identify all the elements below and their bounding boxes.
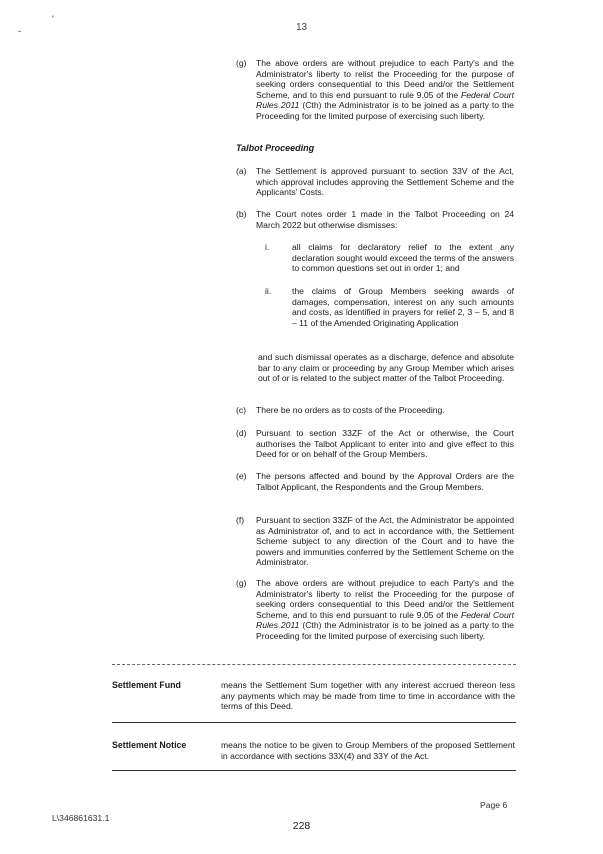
clause-g	[236, 578, 514, 642]
clause-label: (g)	[236, 578, 247, 588]
clause-label: (b)	[236, 209, 247, 219]
clause-label: (c)	[236, 405, 247, 415]
clause-label: (d)	[236, 428, 247, 438]
subclause-label: ii.	[265, 286, 272, 296]
clause-text: The above orders are without prejudice to each Party's and the Administrator's liberty to relist the Proceeding for the purpose of seeking orders consequential to this Deed and/or the Settlement Scheme, and to this end pursuant to rule 9.05 of the Federal Court Rules 2011 (Cth) the Administrator is to be joined as a party to the Proceeding for the limited purpose of exercising such liberty.	[256, 58, 514, 121]
document-id: L\346861631.1	[52, 813, 110, 823]
page-label: Page 6	[480, 800, 508, 810]
bundle-page-number: 228	[292, 820, 311, 832]
clause-e	[236, 471, 514, 492]
clause-g-top	[236, 58, 514, 122]
clause-a	[236, 166, 514, 198]
clause-d	[236, 428, 514, 460]
divider	[112, 770, 516, 771]
subclause-ii	[265, 286, 514, 328]
clause-b	[236, 209, 514, 230]
divider	[112, 664, 516, 665]
page-number: 13	[295, 22, 308, 33]
subclause-text: all claims for declaratory relief to the extent any declaration sought would exceed the terms of the answers to common questions set out in order 1; and	[292, 242, 514, 274]
stray-mark: '	[52, 14, 54, 24]
clause-b-tail: and such dismissal operates as a discharge, defence and absolute bar to any claim or proceeding by any Group Member which arises out of or is related to the subject matter of the Talbot Proceeding.	[258, 352, 514, 384]
clause-text: The Court notes order 1 made in the Talbot Proceeding on 24 March 2022 but otherwise dismisses:	[256, 209, 514, 230]
subclause-text: the claims of Group Members seeking awards of damages, compensation, interest on any such amounts and costs, as identified in prayers for relief 2, 3 – 5, and 8 – 11 of the Amended Originating Application	[292, 286, 514, 328]
clause-c	[236, 405, 514, 416]
clause-label: (f)	[236, 515, 245, 525]
clause-text: The above orders are without prejudice to each Party's and the Administrator's liberty to relist the Proceeding for the purpose of seeking orders consequential to this Deed and/or the Settlement Scheme, and to this end pursuant to rule 9.05 of the Federal Court Rules 2011 (Cth) the Administrator is to be joined as a party to the Proceeding for the limited purpose of exercising such liberty.	[256, 578, 514, 641]
subclause-i	[265, 242, 514, 274]
clause-label: (a)	[236, 166, 247, 176]
clause-text: Pursuant to section 33ZF of the Act or otherwise, the Court authorises the Talbot Applicant to enter into and give effect to this Deed for or on behalf of the Group Members.	[256, 428, 514, 460]
section-heading-talbot: Talbot Proceeding	[236, 143, 315, 153]
clause-text: There be no orders as to costs of the Proceeding.	[256, 405, 445, 415]
definition-term: Settlement Notice	[112, 740, 187, 750]
divider	[112, 722, 516, 723]
stray-mark: -	[18, 26, 21, 36]
clause-text: Pursuant to section 33ZF of the Act, the Administrator be appointed as Administrator of, and to act in accordance with, the Settlement Scheme subject to any direction of the Court and to have the powers and immunities conferred by the Settlement Scheme on the Administrator.	[256, 515, 514, 568]
clause-text: The Settlement is approved pursuant to section 33V of the Act, which approval includes approving the Settlement Scheme and the Applicants' Costs.	[256, 166, 514, 198]
clause-label: (e)	[236, 471, 247, 481]
subclause-label: i.	[265, 242, 270, 252]
clause-f	[236, 515, 514, 568]
clause-label: (g)	[236, 58, 247, 68]
clause-text: The persons affected and bound by the Approval Orders are the Talbot Applicant, the Respondents and the Group Members.	[256, 471, 514, 492]
definition-text: means the Settlement Sum together with any interest accrued thereon less any payments which may be made from time to time in accordance with the terms of this Deed.	[221, 680, 515, 712]
definition-term: Settlement Fund	[112, 680, 181, 690]
definition-text: means the notice to be given to Group Members of the proposed Settlement in accordance with sections 33X(4) and 33Y of the Act.	[221, 740, 515, 761]
